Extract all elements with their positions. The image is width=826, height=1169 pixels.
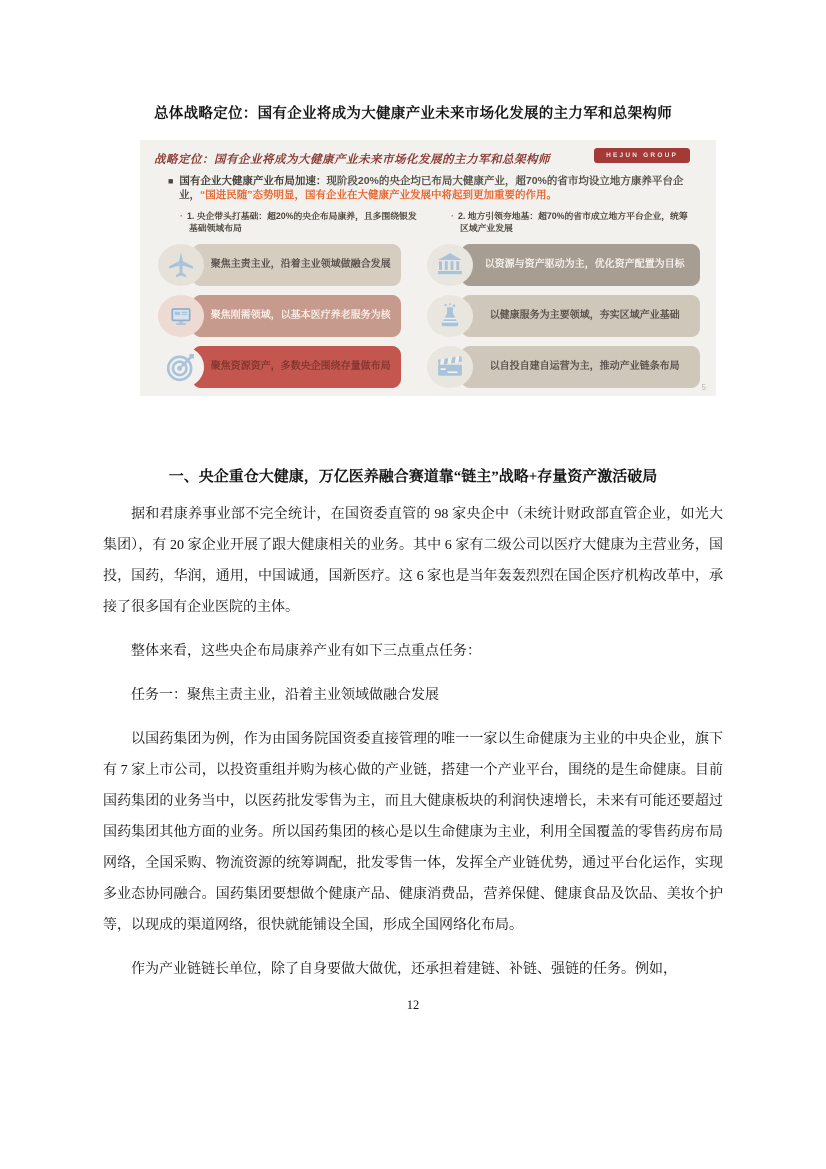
article-body <box>103 499 723 985</box>
paragraph: 以国药集团为例，作为由国务院国资委直接管理的唯一一家以生命健康为主业的中央企业，旗下有 7 家上市公司，以投资重组并购为核心做的产业链，搭建一个产业平台，围绕的是生命健康。目前国药集团的业务当中，以医药批发零售为主，而且大健康板块的利润快速增长，未来有可能还要超过国药集团其他方面的业务。所以国药集团的核心是以生命健康为主业，利用全国覆盖的零售药房布局网络，全国采购、物流资源的统筹调配，批发零售一体，发挥全产业链优势，通过平台化运作，实现多业态协同融合。国药集团要想做个健康产品、健康消费品，营养保健、健康食品及饮品、美妆个护等，以现成的渠道网络，很快就能铺设全国，形成全国网络化布局。 <box>103 732 723 933</box>
sub-bullet-2-text: 2. 地方引领夯地基：超70%的省市成立地方平台企业，统筹区域产业发展 <box>457 210 688 233</box>
page-number: 12 <box>406 998 420 1012</box>
square-bullet-icon: ■ <box>168 176 174 186</box>
health-service-box <box>427 295 700 337</box>
sub-bullet-1 <box>180 211 425 235</box>
sub-bullet-2 <box>451 211 696 235</box>
sub-bullet-1-text: 1. 央企带头打基础：超20%的央企布局康养，且多围绕银发基础领域布局 <box>186 210 417 233</box>
sub-bullets <box>180 211 696 235</box>
monitor-icon <box>158 295 204 337</box>
box-text: 聚焦主责主业，沿着主业领域做融合发展 <box>192 244 401 286</box>
beaker-icon <box>427 295 473 337</box>
box-text: 以资源与资产驱动为主，优化资产配置为目标 <box>461 244 700 286</box>
focus-main-business-box <box>158 244 401 286</box>
strategy-slide <box>140 140 716 396</box>
dot-bullet-icon: · <box>451 210 454 221</box>
paragraph: 作为产业链链长单位，除了自身要做大做优，还承担着建链、补链、强链的任务。例如， <box>131 962 677 977</box>
clapperboard-icon <box>427 346 473 388</box>
slide-title: 战略定位：国有企业将成为大健康产业未来市场化发展的主力军和总架构师 <box>154 154 550 166</box>
paragraph: 整体来看，这些央企布局康养产业有如下三点重点任务： <box>131 644 481 659</box>
lead-bullet-highlight: “国进民随”态势明显，国有企业在大健康产业发展中将起到更加重要的作用。 <box>200 189 557 202</box>
target-icon <box>158 346 204 388</box>
box-text: 以自投自建自运营为主，推动产业链条布局 <box>461 346 700 388</box>
slide-page-number: 5 <box>701 383 706 392</box>
strategy-boxes <box>158 244 700 388</box>
stock-assets-box <box>158 346 401 388</box>
box-text: 以健康服务为主要领域，夯实区域产业基础 <box>461 295 700 337</box>
asset-driven-box <box>427 244 700 286</box>
section-heading: 一、央企重仓大健康，万亿医养融合赛道靠“链主”战略+存量资产激活破局 <box>168 469 658 485</box>
paragraph: 据和君康养事业部不完全统计，在国资委直管的 98 家央企中（未统计财政部直管企业，如光大集团），有 20 家企业开展了跟大健康相关的业务。其中 6 家有二级公司以医疗大健康为主营业务，国投，国药，华润，通用，中国诚通，国新医疗。这 6 家也是当年轰轰烈烈在国企医疗机构改革中，承接了很多国有企业医院的主体。 <box>103 507 723 615</box>
rigid-demand-box <box>158 295 401 337</box>
lead-bullet-text: 现阶段20%的央企均已布局大健康产业，超70%的省市均设立地方康养平台企业， <box>179 175 684 202</box>
brand-badge: HEJUN GROUP <box>594 148 690 163</box>
slide-header <box>154 148 702 167</box>
lead-bullet <box>168 174 700 203</box>
page-title: 总体战略定位：国有企业将成为大健康产业未来市场化发展的主力军和总架构师 <box>154 106 672 122</box>
lead-bullet-label: 国有企业大健康产业布局加速： <box>179 175 327 187</box>
dot-bullet-icon: · <box>180 210 183 221</box>
bank-icon <box>427 244 473 286</box>
paragraph: 任务一：聚焦主责主业，沿着主业领域做融合发展 <box>131 688 439 703</box>
self-invest-box <box>427 346 700 388</box>
box-text: 聚焦资源资产，多数央企围绕存量做布局 <box>192 346 401 388</box>
airplane-icon <box>158 244 204 286</box>
box-text: 聚焦刚需领域，以基本医疗养老服务为核 <box>192 295 401 337</box>
